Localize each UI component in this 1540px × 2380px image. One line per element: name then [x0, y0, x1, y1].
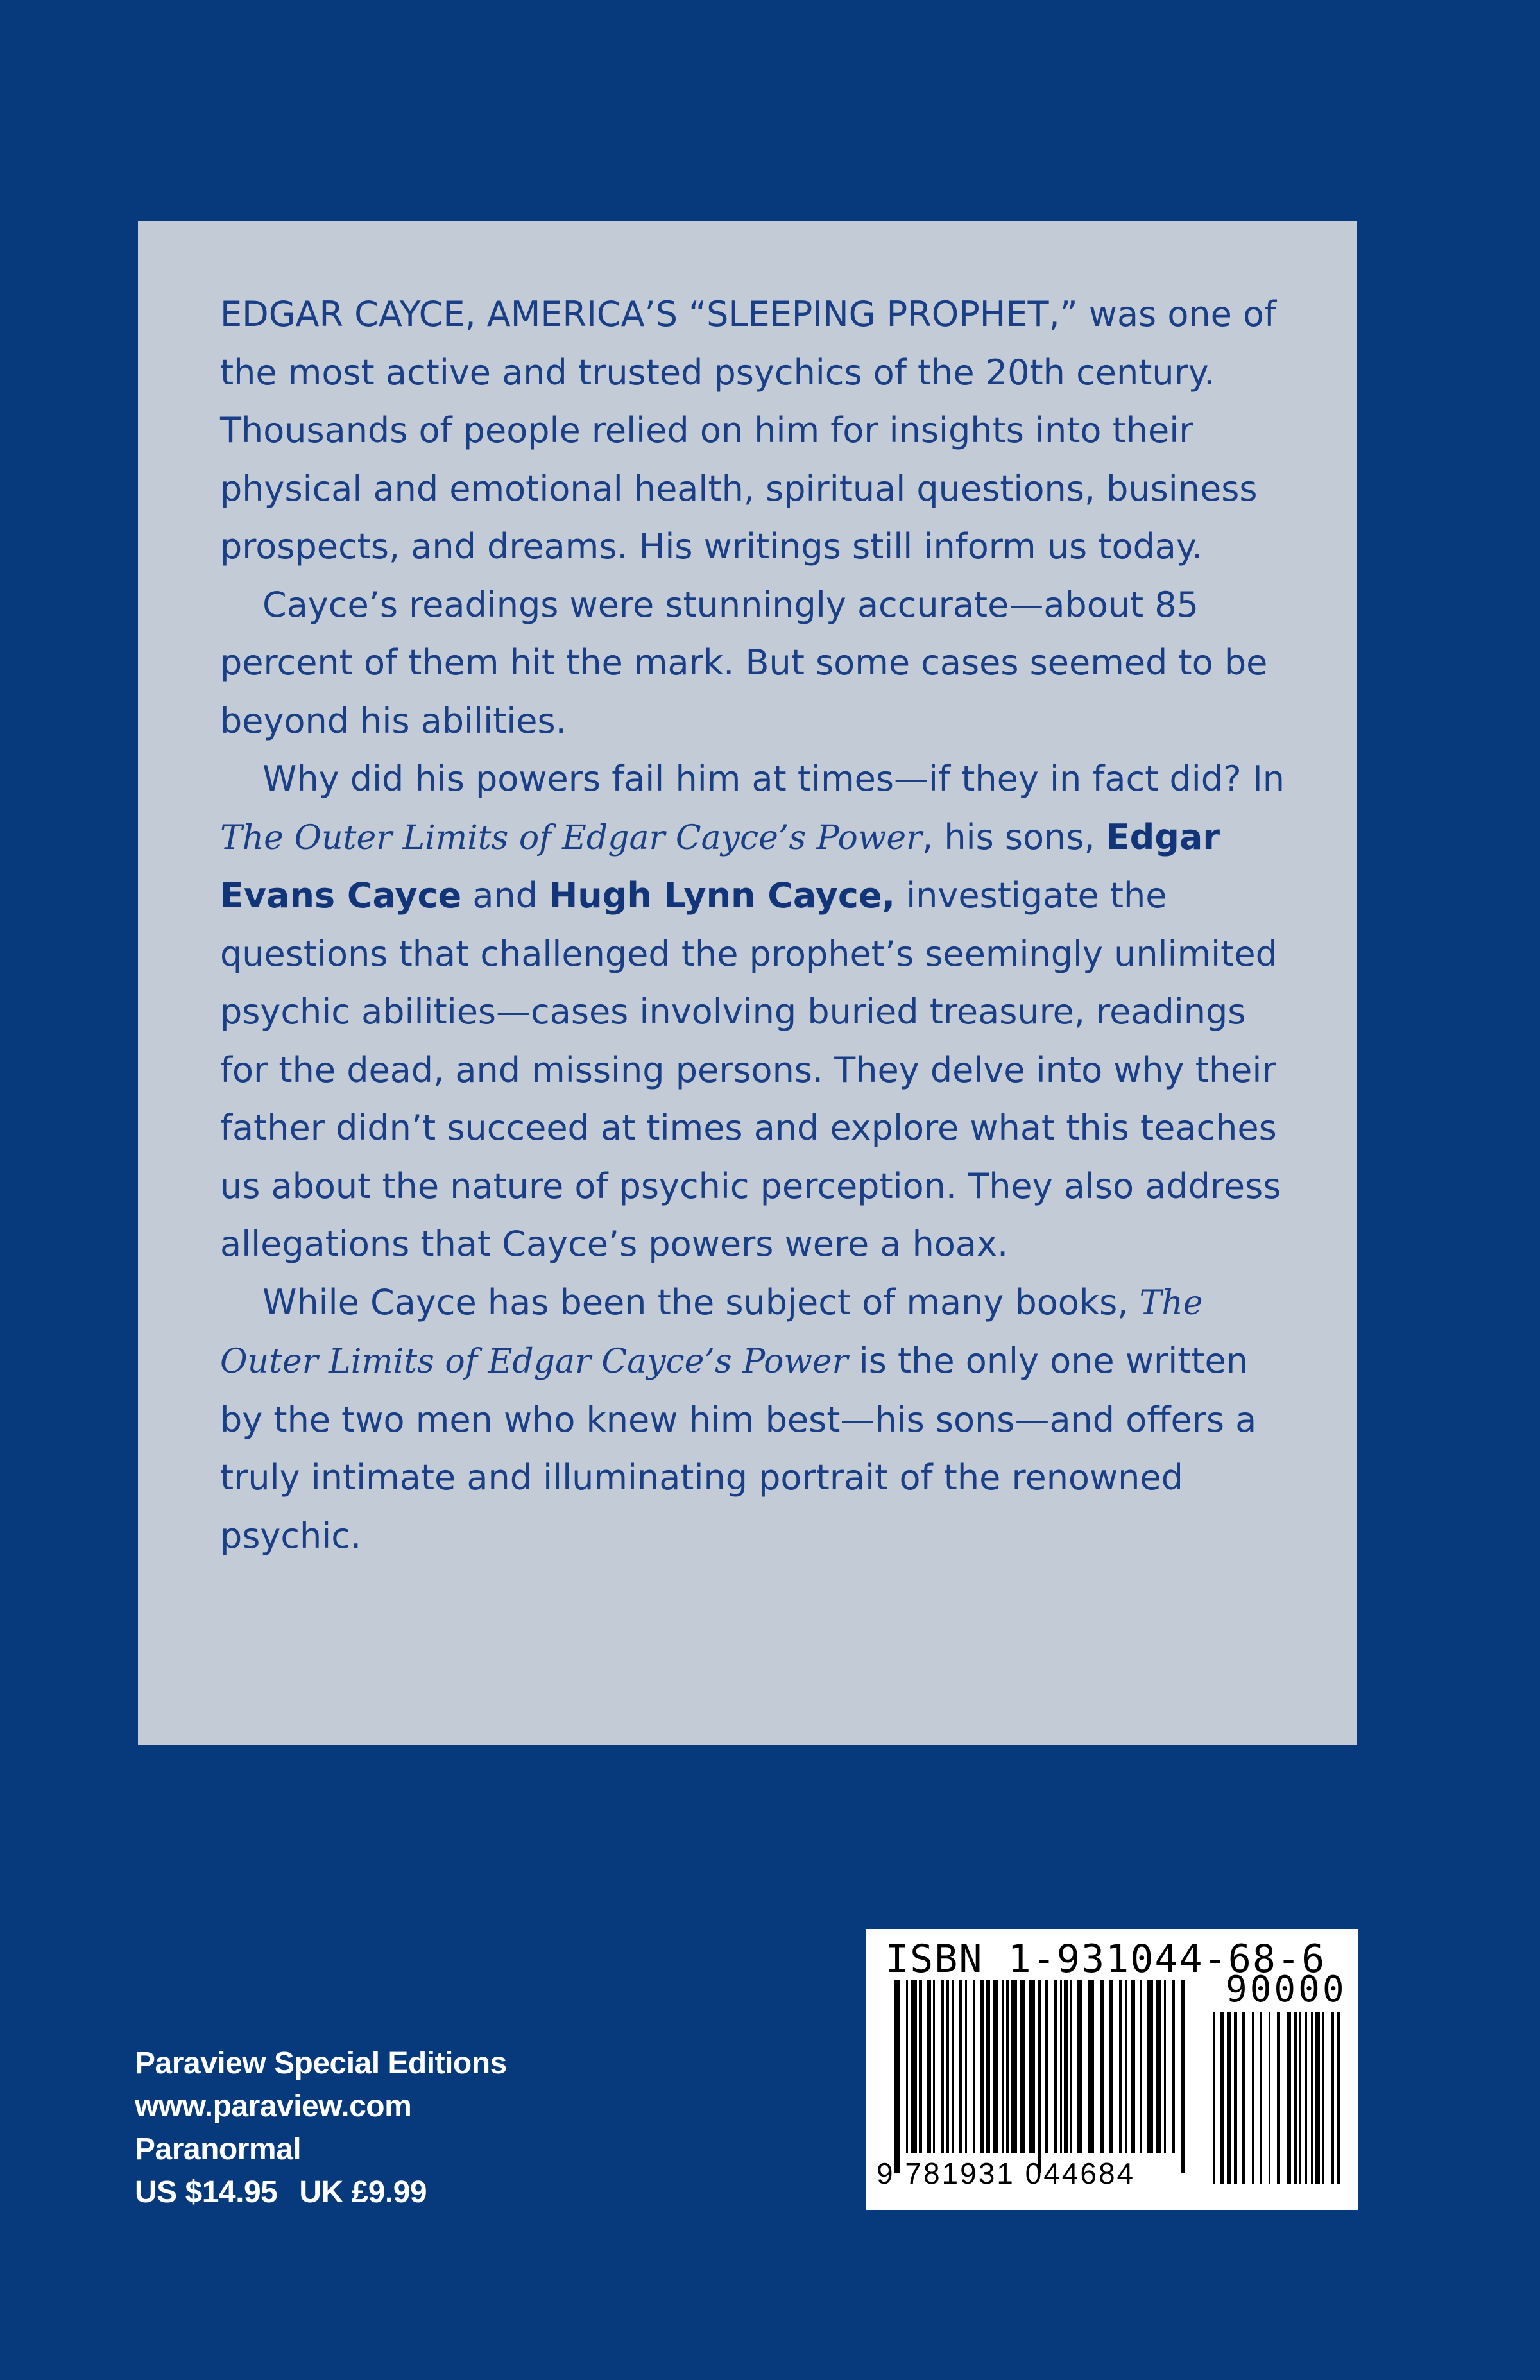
blurb-paragraph-1: EDGAR CAYCE, AMERICA’S “SLEEPING PROPHET,” was one of the most active and trusted psychics of the 20th century. Thousands of people relied on him for insights into their physical and emotional health, spiritual questions, business prospects, and dreams. His writings still inform us today.	[220, 294, 1277, 567]
blurb-text: investigate the questions that challenged the prophet’s seemingly unlimited psychic abilities—cases involving buried treasure, readings for the dead, and missing persons. They delve into why their father didn’t succeed at times and explore what this teaches us about the nature of psychic perception. They also address allegations that Cayce’s powers were a hoax.	[220, 875, 1281, 1264]
barcode-bar	[1140, 1980, 1142, 2153]
publisher-website: www.paraview.com	[135, 2089, 412, 2123]
author-name: Hugh Lynn Cayce,	[549, 875, 896, 916]
blurb-text: Why did his powers fail him at times—if they in fact did? In	[262, 758, 1285, 799]
price-us: US $14.95	[135, 2175, 278, 2209]
isbn-barcode	[866, 1929, 1358, 2210]
barcode-bar	[941, 1980, 944, 2153]
addon-bar	[1252, 2012, 1254, 2184]
publisher-imprint	[135, 2042, 507, 2214]
isbn-number: ISBN 1-931044-68-6	[886, 1937, 1326, 1982]
barcode-bar	[906, 1980, 908, 2153]
blurb-paragraph-3	[220, 750, 1287, 1274]
barcode-bar	[1011, 1980, 1017, 2153]
addon-bar	[1213, 2012, 1215, 2184]
barcode-bar	[1070, 1980, 1072, 2153]
barcode-bar	[993, 1980, 998, 2153]
barcode-bar	[1156, 1980, 1161, 2153]
barcode-bar	[980, 1980, 984, 2153]
barcode-bar	[894, 1980, 900, 2173]
barcode-bar	[1147, 1980, 1153, 2153]
barcode-bar	[965, 1980, 967, 2153]
barcode-bar	[1172, 1980, 1175, 2153]
book-category: Paranormal	[135, 2132, 302, 2166]
barcode-bar	[973, 1980, 975, 2153]
barcode-bar	[1131, 1980, 1135, 2153]
book-title: The Outer Limits of Edgar Cayce’s Power	[220, 1283, 1203, 1381]
barcode-bar	[1045, 1980, 1048, 2153]
barcode-bar	[952, 1980, 954, 2153]
price-uk: UK £9.99	[299, 2175, 427, 2209]
addon-bar	[1331, 2012, 1334, 2184]
barcode-digits: 9 781931 044684	[877, 2157, 1136, 2190]
barcode-bar	[1020, 1980, 1025, 2153]
barcode-bar	[959, 1980, 962, 2153]
barcode-bar	[986, 1980, 990, 2153]
blurb-text: is the only one written by the two men who knew him best—his sons—and offers a truly intimate and illuminating portrait of the renowned psychic.	[220, 1340, 1257, 1556]
book-title: The Outer Limits of Edgar Cayce’s Power	[220, 818, 923, 857]
addon-bar	[1294, 2012, 1297, 2184]
barcode-bar	[1006, 1980, 1009, 2153]
addon-bar	[1305, 2012, 1307, 2184]
addon-bar	[1234, 2012, 1237, 2184]
barcode-bar	[927, 1980, 931, 2153]
addon-bar	[1311, 2012, 1313, 2184]
addon-bar	[1260, 2012, 1262, 2184]
barcode-bar	[911, 1980, 917, 2153]
barcode-bar	[1038, 1980, 1041, 2173]
price-line	[135, 2171, 507, 2214]
barcode-bar	[1125, 1980, 1127, 2153]
barcode-bar	[933, 1980, 935, 2153]
blurb-paragraph-2: Cayce’s readings were stunningly accurate—about 85 percent of them hit the mark. But some cases seemed to be beyond his abilities.	[220, 584, 1268, 741]
barcode-bar	[1064, 1980, 1068, 2153]
addon-bar	[1315, 2012, 1320, 2184]
barcode-bar	[1077, 1980, 1082, 2153]
barcode-bar	[1181, 1980, 1185, 2173]
price-addon-code: 90000	[1226, 1969, 1347, 2010]
addon-bar	[1337, 2012, 1340, 2184]
addon-bar	[1287, 2012, 1291, 2184]
barcode-bar	[1002, 1980, 1004, 2153]
book-blurb	[220, 286, 1287, 1565]
author-name: Edgar Evans Cayce	[220, 816, 1220, 916]
addon-bar	[1220, 2012, 1224, 2184]
publisher-name: Paraview Special Editions	[135, 2046, 507, 2080]
addon-bar	[1277, 2012, 1280, 2184]
barcode-bar	[1164, 1980, 1166, 2153]
addon-bar	[1322, 2012, 1324, 2184]
barcode-bar	[946, 1980, 949, 2153]
barcode-bar	[1060, 1980, 1062, 2153]
blurb-paragraph-4	[220, 1274, 1287, 1566]
barcode-bar	[1029, 1980, 1035, 2153]
barcode-bar	[1119, 1980, 1122, 2153]
barcode-bar	[919, 1980, 922, 2153]
barcode-bar	[1100, 1980, 1104, 2153]
barcode-bar	[1109, 1980, 1113, 2153]
addon-bar	[1299, 2012, 1301, 2184]
barcode-bar	[1088, 1980, 1094, 2153]
blurb-text: , his sons,	[922, 816, 1106, 857]
addon-bar	[1242, 2012, 1245, 2184]
addon-bar	[1269, 2012, 1270, 2184]
blurb-text: While Cayce has been the subject of many books,	[262, 1281, 1140, 1323]
description-panel	[138, 221, 1357, 1745]
addon-bar	[1227, 2012, 1231, 2184]
barcode-bar	[1054, 1980, 1057, 2153]
blurb-text: and	[461, 875, 549, 916]
